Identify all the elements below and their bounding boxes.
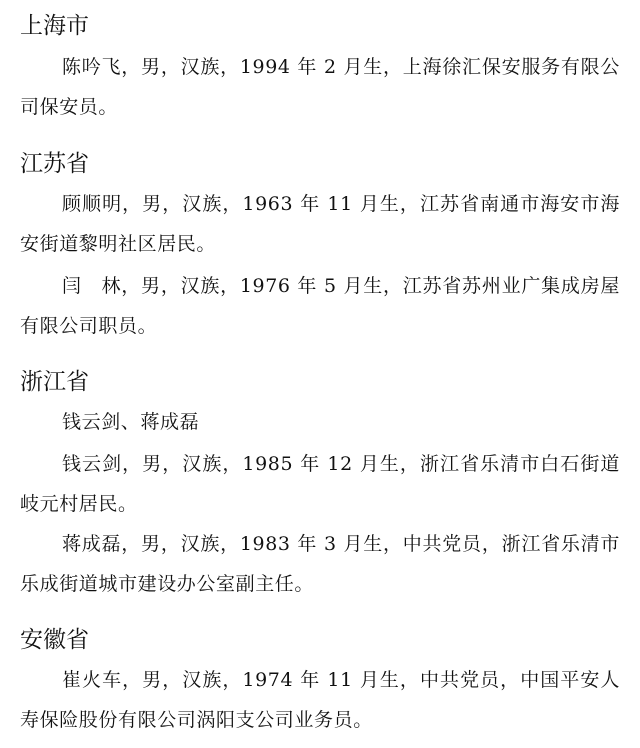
section-heading-shanghai: 上海市	[20, 13, 89, 39]
person-entry: 钱云剑，男，汉族，1985 年 12 月生，浙江省乐清市白石街道岐元村居民。	[20, 453, 620, 515]
person-entry: 崔火车，男，汉族，1974 年 11 月生，中共党员，中国平安人寿保险股份有限公司涡阳支公司业务员。	[20, 669, 620, 731]
person-entry: 陈吟飞，男，汉族，1994 年 2 月生，上海徐汇保安服务有限公司保安员。	[20, 56, 620, 118]
group-names: 钱云剑、蒋成磊	[62, 411, 200, 433]
section-heading-zhejiang: 浙江省	[20, 369, 89, 395]
person-entry: 顾顺明，男，汉族，1963 年 11 月生，江苏省南通市海安市海安街道黎明社区居民。	[20, 193, 620, 255]
section-heading-jiangsu: 江苏省	[20, 151, 89, 177]
section-heading-anhui: 安徽省	[20, 627, 89, 653]
person-entry: 蒋成磊，男，汉族，1983 年 3 月生，中共党员，浙江省乐清市乐成街道城市建设办公室副主任。	[20, 533, 620, 595]
person-entry: 闫 林，男，汉族，1976 年 5 月生，江苏省苏州业广集成房屋有限公司职员。	[20, 275, 620, 337]
